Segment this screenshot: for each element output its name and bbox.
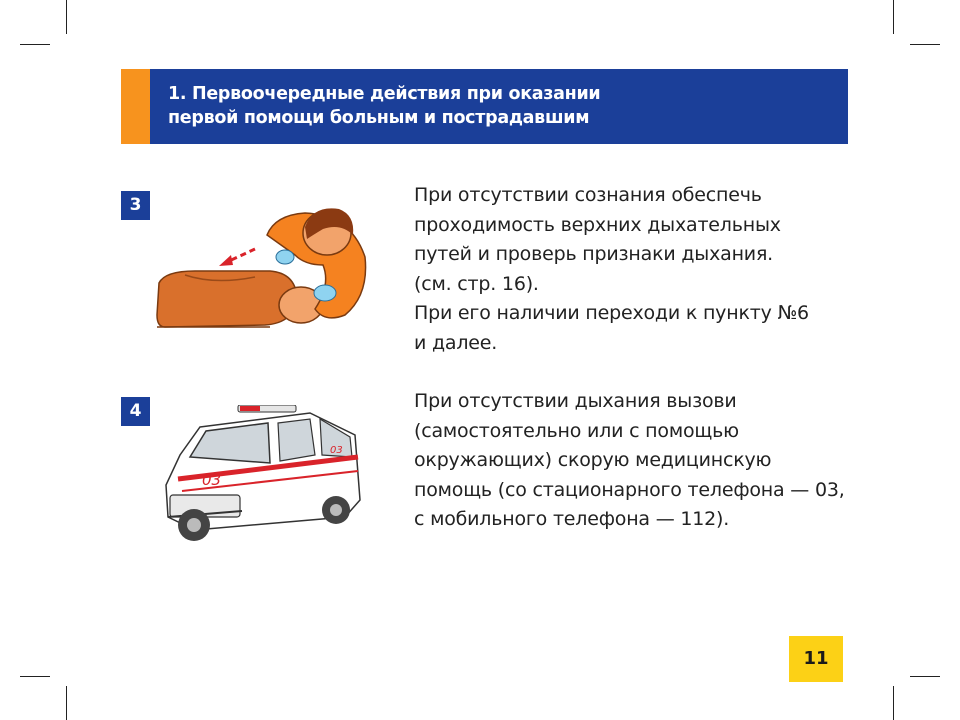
ambulance-illustration xyxy=(160,405,365,550)
section-header xyxy=(121,69,848,144)
section-title-line: первой помощи больным и пострадавшим xyxy=(168,108,590,128)
text-line: При отсутствии дыхания вызови xyxy=(414,390,737,412)
crop-mark xyxy=(20,676,50,677)
rescuer-airway-check-illustration xyxy=(155,205,370,340)
crop-mark xyxy=(893,686,894,720)
step-4-text xyxy=(414,387,854,535)
crop-mark xyxy=(910,676,940,677)
crop-mark xyxy=(20,44,50,45)
section-title xyxy=(168,82,828,130)
crop-mark xyxy=(66,686,67,720)
header-accent xyxy=(121,69,150,144)
text-line: (см. стр. 16). xyxy=(414,272,539,295)
crop-mark xyxy=(66,0,67,34)
crop-mark xyxy=(893,0,894,34)
text-line: окружающих) скорую медицинскую xyxy=(414,449,772,471)
section-title-line: 1. Первоочередные действия при оказании xyxy=(168,84,601,104)
step-number-badge: 4 xyxy=(121,397,150,426)
ambulance-label: 03 xyxy=(330,445,343,456)
text-line: При отсутствии сознания обеспечь xyxy=(414,184,762,206)
text-line: путей и проверь признаки дыхания. xyxy=(414,243,774,265)
step-number-badge: 3 xyxy=(121,191,150,220)
crop-mark xyxy=(910,44,940,45)
page-number: 11 xyxy=(789,636,843,682)
ambulance-label: 03 xyxy=(202,471,222,489)
text-line: с мобильного телефона — 112). xyxy=(414,508,730,530)
text-line: помощь (со стационарного телефона — 03, xyxy=(414,478,845,501)
text-line: и далее. xyxy=(414,331,498,354)
text-line: При его наличии переходи к пункту №6 xyxy=(414,302,809,324)
step-3-text xyxy=(414,181,854,358)
text-line: (самостоятельно или с помощью xyxy=(414,419,739,442)
text-line: проходимость верхних дыхательных xyxy=(414,213,781,236)
